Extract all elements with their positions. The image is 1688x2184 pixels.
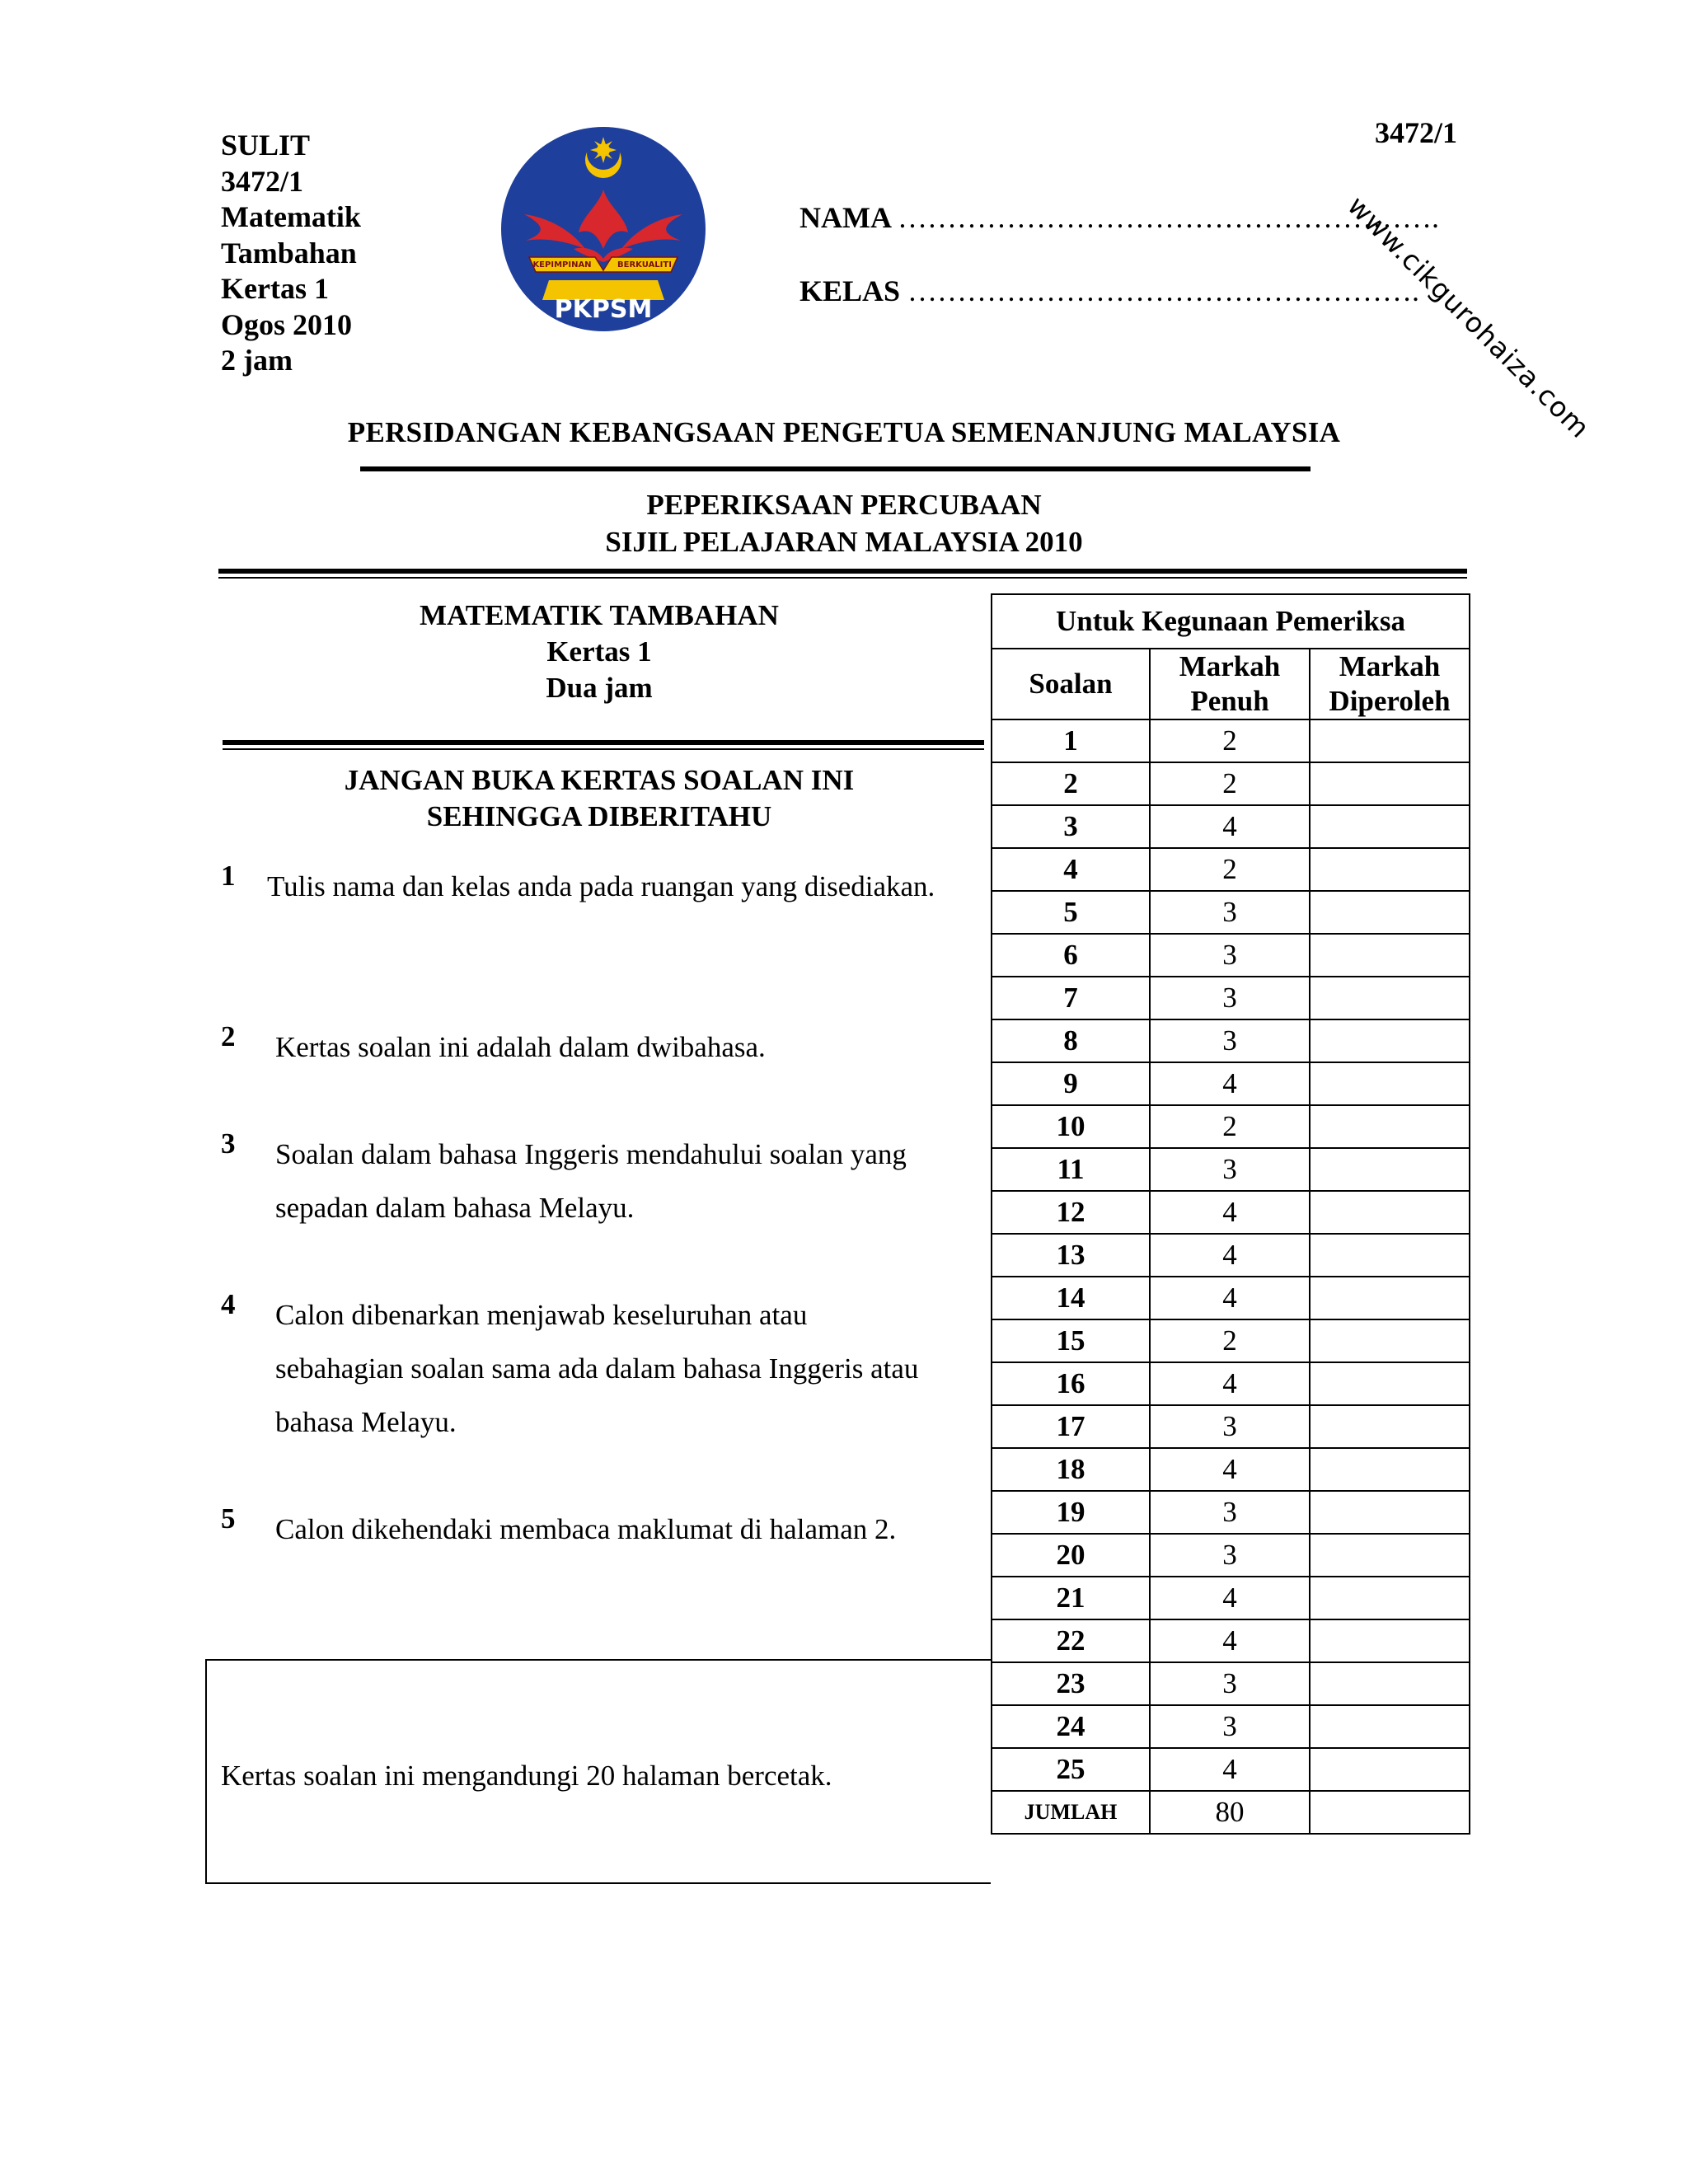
instruction-item <box>221 1127 930 1235</box>
full-marks-cell: 2 <box>1150 1319 1310 1362</box>
column-header-line: Markah <box>1179 650 1281 682</box>
column-header-line: Penuh <box>1190 685 1269 717</box>
instruction-item <box>221 860 978 913</box>
exam-title-line-2: SIJIL PELAJARAN MALAYSIA 2010 <box>605 526 1083 558</box>
table-row <box>992 1705 1470 1748</box>
examiner-table <box>991 593 1470 1835</box>
obtained-marks-cell[interactable] <box>1310 977 1470 1019</box>
question-number-cell: 2 <box>992 762 1150 805</box>
paper-code-right: 3472/1 <box>1375 116 1458 149</box>
full-marks-cell: 3 <box>1150 1534 1310 1577</box>
obtained-marks-cell[interactable] <box>1310 762 1470 805</box>
table-row <box>992 1019 1470 1062</box>
table-row <box>992 719 1470 762</box>
table-row <box>992 762 1470 805</box>
nama-field[interactable] <box>799 200 1439 235</box>
question-number-cell: 12 <box>992 1191 1150 1234</box>
question-number-cell: 3 <box>992 805 1150 848</box>
paper-code: 3472/1 <box>221 164 304 198</box>
table-row <box>992 1105 1470 1148</box>
full-marks-cell: 4 <box>1150 1577 1310 1619</box>
full-marks-cell: 2 <box>1150 719 1310 762</box>
column-header-line: Markah <box>1339 650 1441 682</box>
full-marks-cell: 3 <box>1150 977 1310 1019</box>
table-row <box>992 1662 1470 1705</box>
instruction-number: 5 <box>221 1502 236 1535</box>
obtained-marks-cell[interactable] <box>1310 1748 1470 1791</box>
question-number-cell: 18 <box>992 1448 1150 1491</box>
instruction-number: 2 <box>221 1020 236 1052</box>
logo-banner-right: BERKUALITI <box>617 260 672 269</box>
obtained-marks-cell[interactable] <box>1310 805 1470 848</box>
obtained-marks-cell[interactable] <box>1310 1191 1470 1234</box>
table-row <box>992 1234 1470 1277</box>
instruction-item <box>221 1020 978 1074</box>
obtained-marks-cell[interactable] <box>1310 1705 1470 1748</box>
instruction-number: 4 <box>221 1288 236 1320</box>
table-row <box>992 805 1470 848</box>
total-label: JUMLAH <box>992 1791 1150 1834</box>
table-body <box>992 719 1470 1791</box>
question-number-cell: 17 <box>992 1405 1150 1448</box>
table-row <box>992 1277 1470 1319</box>
divider <box>218 577 1467 579</box>
column-header-line: Diperoleh <box>1329 685 1451 717</box>
question-number-cell: 19 <box>992 1491 1150 1534</box>
warning-notice <box>223 762 976 835</box>
warning-line-2: SEHINGGA DIBERITAHU <box>426 800 772 832</box>
question-number-cell: 15 <box>992 1319 1150 1362</box>
nama-dots: ………………………………………………. <box>898 201 1439 234</box>
kelas-dots: ……………………………………………. <box>907 274 1420 307</box>
subject-line-2: Tambahan <box>221 236 357 269</box>
organization-title: PERSIDANGAN KEBANGSAAN PENGETUA SEMENANJUNG MALAYSIA <box>347 416 1341 448</box>
full-marks-cell: 2 <box>1150 848 1310 891</box>
table-row <box>992 1062 1470 1105</box>
question-number-cell: 24 <box>992 1705 1150 1748</box>
table-row <box>992 891 1470 934</box>
subject-title: MATEMATIK TAMBAHAN <box>420 599 779 631</box>
obtained-marks-cell[interactable] <box>1310 1491 1470 1534</box>
full-marks-cell: 4 <box>1150 1448 1310 1491</box>
pkpsm-logo <box>499 125 707 333</box>
instruction-text: Calon dibenarkan menjawab keseluruhan atau sebahagian soalan sama ada dalam bahasa Inggeris atau bahasa Melayu. <box>275 1299 919 1438</box>
obtained-marks-cell[interactable] <box>1310 1362 1470 1405</box>
obtained-marks-cell[interactable] <box>1310 1148 1470 1191</box>
full-marks-cell: 4 <box>1150 1362 1310 1405</box>
kelas-field[interactable] <box>799 274 1419 308</box>
obtained-marks-cell[interactable] <box>1310 891 1470 934</box>
paper-number: Kertas 1 <box>221 272 329 305</box>
table-row <box>992 1362 1470 1405</box>
obtained-marks-cell[interactable] <box>1310 1534 1470 1577</box>
full-marks-cell: 4 <box>1150 1234 1310 1277</box>
watermark: www.cikgurohaiza.com <box>1341 190 1597 445</box>
obtained-marks-cell[interactable] <box>1310 1234 1470 1277</box>
subject-paper: Kertas 1 <box>546 635 652 668</box>
question-number-cell: 16 <box>992 1362 1150 1405</box>
full-marks-cell: 3 <box>1150 1705 1310 1748</box>
table-row <box>992 1534 1470 1577</box>
instruction-number: 3 <box>221 1127 236 1160</box>
classification: SULIT <box>221 129 311 162</box>
obtained-marks-cell[interactable] <box>1310 1277 1470 1319</box>
warning-line-1: JANGAN BUKA KERTAS SOALAN INI <box>344 764 855 796</box>
question-number-cell: 6 <box>992 934 1150 977</box>
obtained-marks-cell[interactable] <box>1310 1662 1470 1705</box>
obtained-marks-cell[interactable] <box>1310 848 1470 891</box>
instruction-text: Tulis nama dan kelas anda pada ruangan yang disediakan. <box>267 870 935 902</box>
obtained-marks-cell[interactable] <box>1310 1448 1470 1491</box>
instruction-text: Calon dikehendaki membaca maklumat di halaman 2. <box>275 1513 897 1545</box>
obtained-marks-cell[interactable] <box>1310 1062 1470 1105</box>
question-number-cell: 5 <box>992 891 1150 934</box>
question-number-cell: 20 <box>992 1534 1150 1577</box>
instruction-text: Kertas soalan ini adalah dalam dwibahasa. <box>275 1031 766 1063</box>
full-marks-cell: 3 <box>1150 1019 1310 1062</box>
full-marks-cell: 4 <box>1150 1191 1310 1234</box>
instruction-item <box>221 1502 978 1556</box>
obtained-marks-cell[interactable] <box>1310 1577 1470 1619</box>
full-marks-cell: 3 <box>1150 1148 1310 1191</box>
question-number-cell: 11 <box>992 1148 1150 1191</box>
table-row <box>992 848 1470 891</box>
question-number-cell: 4 <box>992 848 1150 891</box>
instruction-number: 1 <box>221 860 236 892</box>
total-full-marks: 80 <box>1150 1791 1310 1834</box>
obtained-marks-cell[interactable] <box>1310 934 1470 977</box>
subject-duration: Dua jam <box>546 672 653 704</box>
obtained-marks-cell[interactable] <box>1310 1319 1470 1362</box>
table-row <box>992 977 1470 1019</box>
table-row <box>992 1148 1470 1191</box>
question-number-cell: 9 <box>992 1062 1150 1105</box>
full-marks-cell: 3 <box>1150 1405 1310 1448</box>
column-header-markah-diperoleh <box>1310 649 1470 719</box>
table-row <box>992 1405 1470 1448</box>
table-title: Untuk Kegunaan Pemeriksa <box>992 594 1470 649</box>
question-number-cell: 14 <box>992 1277 1150 1319</box>
exam-duration: 2 jam <box>221 344 293 377</box>
question-number-cell: 8 <box>992 1019 1150 1062</box>
full-marks-cell: 3 <box>1150 891 1310 934</box>
logo-banner-left: KEPIMPINAN <box>532 260 592 269</box>
logo-acronym: PKPSM <box>554 295 653 324</box>
kelas-label: KELAS <box>799 274 901 307</box>
divider <box>223 748 984 750</box>
divider <box>360 466 1311 471</box>
full-marks-cell: 2 <box>1150 1105 1310 1148</box>
question-number-cell: 7 <box>992 977 1150 1019</box>
full-marks-cell: 3 <box>1150 1491 1310 1534</box>
full-marks-cell: 4 <box>1150 1277 1310 1319</box>
full-marks-cell: 4 <box>1150 1062 1310 1105</box>
full-marks-cell: 3 <box>1150 934 1310 977</box>
column-header-markah-penuh <box>1150 649 1310 719</box>
table-row <box>992 1448 1470 1491</box>
table-row <box>992 1319 1470 1362</box>
question-number-cell: 22 <box>992 1619 1150 1662</box>
total-obtained-cell[interactable] <box>1310 1791 1470 1834</box>
obtained-marks-cell[interactable] <box>1310 1019 1470 1062</box>
question-number-cell: 13 <box>992 1234 1150 1277</box>
obtained-marks-cell[interactable] <box>1310 1619 1470 1662</box>
instruction-item <box>221 1288 930 1449</box>
table-row <box>992 1491 1470 1534</box>
table-row <box>992 1577 1470 1619</box>
divider <box>223 740 984 745</box>
question-number-cell: 25 <box>992 1748 1150 1791</box>
full-marks-cell: 2 <box>1150 762 1310 805</box>
instruction-text: Soalan dalam bahasa Inggeris mendahului soalan yang sepadan dalam bahasa Melayu. <box>275 1138 907 1224</box>
table-row <box>992 1619 1470 1662</box>
nama-label: NAMA <box>799 201 890 234</box>
paper-metadata <box>221 128 361 379</box>
full-marks-cell: 4 <box>1150 805 1310 848</box>
page-count-text: Kertas soalan ini mengandungi 20 halaman bercetak. <box>221 1760 832 1792</box>
full-marks-cell: 4 <box>1150 1619 1310 1662</box>
divider <box>218 569 1467 574</box>
table-row <box>992 1191 1470 1234</box>
obtained-marks-cell[interactable] <box>1310 1105 1470 1148</box>
question-number-cell: 1 <box>992 719 1150 762</box>
question-number-cell: 21 <box>992 1577 1150 1619</box>
full-marks-cell: 3 <box>1150 1662 1310 1705</box>
question-number-cell: 23 <box>992 1662 1150 1705</box>
exam-date: Ogos 2010 <box>221 307 353 341</box>
obtained-marks-cell[interactable] <box>1310 1405 1470 1448</box>
obtained-marks-cell[interactable] <box>1310 719 1470 762</box>
subject-line-1: Matematik <box>221 200 361 233</box>
column-header-soalan: Soalan <box>992 649 1150 719</box>
full-marks-cell: 4 <box>1150 1748 1310 1791</box>
exam-title-line-1: PEPERIKSAAN PERCUBAAN <box>646 489 1042 521</box>
table-row <box>992 934 1470 977</box>
subject-block <box>223 598 976 706</box>
question-number-cell: 10 <box>992 1105 1150 1148</box>
table-row <box>992 1748 1470 1791</box>
